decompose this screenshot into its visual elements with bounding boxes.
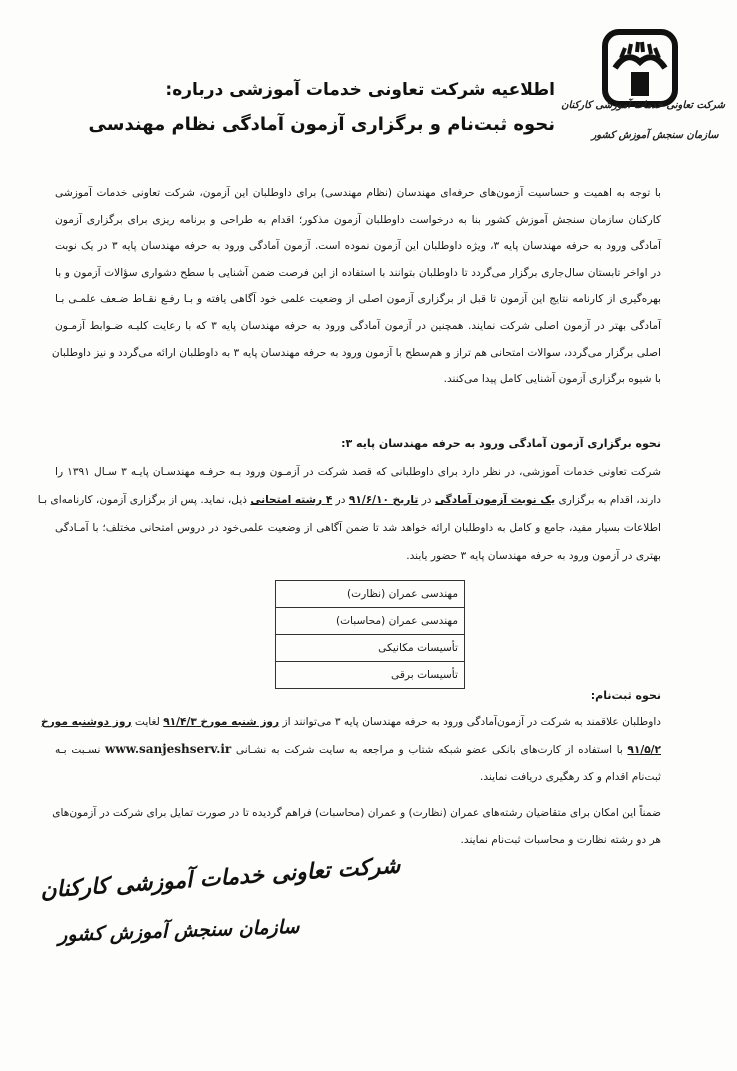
procedure-line bbox=[37, 486, 661, 514]
registration-line bbox=[40, 709, 661, 736]
registration-heading: نحوه ثبت‌نام: bbox=[590, 689, 661, 702]
intro-line: آمادگی ورود به حرفه مهندسان پایه ۳، ویژه داوطلبان این آزمون نموده است. آزمون آمادگی ورود به حرفه مهندسان پایه ۳ در یک نوبت bbox=[55, 240, 662, 253]
procedure-text: ذیل، نماید. پس از برگزاری آزمون، کارنامه‌ای بـا bbox=[37, 494, 251, 506]
end-day-highlight: روز دوشنبه مورخ bbox=[40, 716, 132, 728]
procedure-line: شرکت تعاونی خدمات آموزشی، در نظر دارد برای داوطلبانی که قصد شرکت در آزمـون ورود بـه حرفـه مهندسـان پایـه ۳ سـال ۱۳۹۱ را bbox=[55, 466, 662, 478]
table-row bbox=[276, 662, 465, 689]
exam-date-highlight: تاریخ ۹۱/۶/۱۰ bbox=[348, 494, 419, 506]
intro-line: کارکنان سازمان سنجش آموزش کشور بنا به درخواست داوطلبان آزمون مذکور؛ اقدام به طراحی و برنامه ریزی برای برگزاری آزمون bbox=[55, 213, 661, 226]
registration-line: ثبت‌نام اقدام و کد رهگیری دریافت نمایند. bbox=[479, 771, 661, 783]
note-paragraph bbox=[52, 800, 661, 854]
intro-line: در اواخر تابستان سال‌جاری برگزار می‌گردد تا داوطلبان بتوانند با استفاده از این فرصت ضمن آشنایی با سطح دشواری سؤالات آزمون و با bbox=[55, 266, 661, 279]
field-cell: مهندسی عمران (محاسبات) bbox=[276, 608, 465, 635]
logo-caption-line1: شرکت تعاونی خدمات آموزشی کارکنان bbox=[561, 100, 725, 111]
start-date-highlight: روز شنبه مورخ ۹۱/۴/۳ bbox=[163, 716, 280, 728]
note-line: ضمناً این امکان برای متقاضیان رشته‌های عمران (نظارت) و عمران (محاسبات) فراهم گردیده تا در صورت تمایل برای شرکت در آزمون‌های bbox=[52, 807, 661, 819]
registration-text: داوطلبان علاقمند به شرکت در آزمون‌آمادگی ورود به حرفه مهندسان پایه ۳ می‌توانند از bbox=[279, 716, 661, 728]
intro-line: با شیوه برگزاری آزمون آشنایی کامل پیدا می‌کنند. bbox=[443, 373, 661, 386]
exam-procedure-heading: نحوه برگزاری آزمون آمادگی ورود به حرفه مهندسان پایه ۳: bbox=[341, 437, 661, 450]
logo-caption-line2: سازمان سنجش آموزش کشور bbox=[591, 130, 719, 141]
website-link[interactable]: www.sanjeshserv.ir bbox=[105, 742, 232, 756]
exam-count-highlight: یک نوبت آزمون آمادگی bbox=[434, 494, 556, 506]
procedure-text: در bbox=[332, 494, 349, 506]
note-line: هر دو رشته نظارت و محاسبات ثبت‌نام نمایند. bbox=[460, 834, 661, 846]
intro-paragraph bbox=[51, 180, 662, 393]
procedure-text: دارند، اقدام به برگزاری bbox=[555, 494, 661, 506]
exam-fields-highlight: ۴ رشته امتحانی bbox=[250, 494, 333, 506]
registration-line bbox=[55, 736, 661, 764]
exam-procedure-paragraph bbox=[37, 458, 662, 570]
intro-line: با توجه به اهمیت و حساسیت آزمون‌های حرفه‌ای مهندسان (نظام مهندسی) برای داوطلبان این آزمون، شرکت تعاونی خدمات آموزشی bbox=[55, 187, 661, 199]
table-row bbox=[276, 635, 465, 662]
signature-line1: شرکت تعاونی خدمات آموزشی کارکنان bbox=[39, 852, 402, 904]
procedure-line: بهتری در آزمون ورود به حرفه مهندسان پایه ۳ حضور یابند. bbox=[406, 550, 661, 562]
signature-line2: سازمان سنجش آموزش کشور bbox=[57, 915, 300, 947]
field-cell: تأسیسات مکانیکی bbox=[276, 635, 465, 662]
intro-line: اصلی برگزار می‌گردد، سوالات امتحانی هم تراز و هم‌سطح با آزمون ورود به حرفه مهندسان پایه ۳ به داوطلبان ارائه می‌گردد و نیز داوطلبان bbox=[51, 346, 661, 359]
field-cell: تأسیسات برقی bbox=[276, 662, 465, 689]
end-date-highlight: ۹۱/۵/۲ bbox=[627, 744, 662, 756]
exam-fields-table bbox=[275, 580, 465, 689]
page-title: اطلاعیه شرکت تعاونی خدمات آموزشی درباره: bbox=[165, 80, 555, 100]
intro-line: بهره‌گیری از کارنامه نتایج این آزمون تا قبل از برگزاری آزمون اصلی از وضعیت علمی خود آگاهی یافته و بـا رفـع نقـاط ضـعف علمـی بـا bbox=[55, 293, 661, 306]
table-row bbox=[276, 581, 465, 608]
procedure-text: در bbox=[418, 494, 435, 506]
intro-line: آمادگی بهتر در آزمون اصلی شرکت نمایند. همچنین در آزمون آمادگی ورود به حرفه مهندسان پایه ۳ که با رعایت کلیـه ضـوابط آزمـون bbox=[55, 319, 661, 332]
field-cell: مهندسی عمران (نظارت) bbox=[276, 581, 465, 608]
organization-logo-icon bbox=[601, 28, 679, 108]
registration-text: لغایت bbox=[131, 716, 164, 728]
registration-paragraph bbox=[40, 709, 662, 791]
registration-text: با استفاده از کارت‌های بانکی عضو شبکه شتاب و مراجعه به سایت شرکت به نشـانی bbox=[231, 744, 628, 756]
registration-text: نسـبت بـه bbox=[55, 744, 106, 756]
procedure-line: اطلاعات بسیار مفید، جامع و کامل به داوطلبان ارائه خواهد شد تا ضمن آگاهی از وضعیت علمی‌خود در دروس امتحانی مختلف؛ با آمـادگی bbox=[55, 522, 661, 534]
page-subtitle: نحوه ثبت‌نام و برگزاری آزمون آمادگی نظام مهندسی bbox=[88, 114, 555, 135]
table-row bbox=[276, 608, 465, 635]
